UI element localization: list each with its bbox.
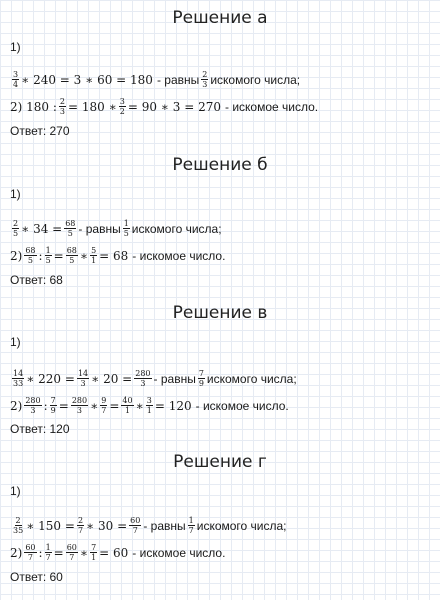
fraction: $\frac{2}{3}$	[202, 70, 208, 89]
fraction: $\frac{280}{3}$	[135, 369, 151, 388]
fraction: $\frac{5}{1}$	[91, 246, 97, 265]
section-d-step2-line: 2) $\frac{60}{7}$ : $\frac{1}{7}$ = $\frac{60}{7}$ ∗ $\frac{7}{1}$ = 60 - искомое число.	[10, 543, 226, 562]
section-a-step1-label: 1)	[10, 40, 21, 54]
fraction: $\frac{280}{3}$	[25, 396, 41, 415]
fraction: $\frac{7}{9}$	[50, 396, 56, 415]
section-d-title: Решение г	[173, 452, 267, 472]
section-a-answer: Ответ: 270	[10, 124, 70, 138]
fraction: $\frac{60}{7}$	[130, 516, 141, 535]
fraction: $\frac{280}{3}$	[71, 396, 88, 415]
section-c-title: Решение в	[172, 303, 268, 323]
fraction: $\frac{2}{7}$	[77, 516, 84, 535]
section-d-answer: Ответ: 60	[10, 570, 63, 584]
section-a-title: Решение а	[172, 8, 268, 28]
fraction: $\frac{3}{1}$	[146, 396, 152, 415]
section-b-step1-line: $\frac{2}{5}$ ∗ 34 = $\frac{68}{5}$ - равны $\frac{1}{5}$ искомого числа;	[13, 219, 222, 238]
fraction: $\frac{7}{1}$	[91, 543, 97, 562]
section-b-title: Решение б	[172, 155, 268, 175]
fraction: $\frac{68}{5}$	[25, 246, 36, 265]
fraction: $\frac{2}{35}$	[13, 516, 24, 535]
fraction: $\frac{2}{3}$	[59, 97, 65, 116]
fraction: $\frac{3}{4}$	[13, 70, 19, 89]
fraction: $\frac{68}{5}$	[66, 246, 77, 265]
section-b-step2-line: 2) $\frac{68}{5}$ : $\frac{1}{5}$ = $\frac{68}{5}$ ∗ $\frac{5}{1}$ = 68 - искомое число.	[10, 246, 226, 265]
fraction: $\frac{1}{5}$	[123, 219, 129, 238]
fraction: $\frac{1}{7}$	[188, 516, 194, 535]
fraction: $\frac{9}{7}$	[101, 396, 107, 415]
fraction: $\frac{60}{7}$	[25, 543, 36, 562]
fraction: $\frac{68}{5}$	[65, 219, 76, 238]
fraction: $\frac{7}{9}$	[198, 369, 204, 388]
fraction: $\frac{14}{3}$	[77, 369, 89, 388]
fraction: $\frac{1}{5}$	[45, 246, 51, 265]
section-c-answer: Ответ: 120	[10, 422, 70, 436]
fraction: $\frac{60}{7}$	[66, 543, 77, 562]
fraction: $\frac{1}{7}$	[45, 543, 51, 562]
fraction: $\frac{40}{1}$	[122, 396, 133, 415]
section-a-step2-line: 2) 180 : $\frac{2}{3}$ = 180 ∗ $\frac{3}{2}$ = 90 ∗ 3 = 270 - искомое число.	[10, 97, 319, 116]
fraction: $\frac{2}{5}$	[13, 219, 19, 238]
fraction: $\frac{3}{2}$	[119, 97, 125, 116]
section-b-step1-label: 1)	[10, 187, 21, 201]
section-d-step1-label: 1)	[10, 484, 21, 498]
section-b-answer: Ответ: 68	[10, 273, 63, 287]
section-a-step1-line: $\frac{3}{4}$ ∗ 240 = 3 ∗ 60 = 180 - равны $\frac{2}{3}$ искомого числа;	[13, 70, 301, 89]
section-c-step1-line: $\frac{14}{33}$ ∗ 220 = $\frac{14}{3}$ ∗ 20 = $\frac{280}{3}$ - равны $\frac{7}{9}$ искомого числа;	[13, 369, 297, 388]
section-c-step2-line: 2) $\frac{280}{3}$ : $\frac{7}{9}$ = $\frac{280}{3}$ ∗ $\frac{9}{7}$ = $\frac{40}{1}$ ∗ $\frac{3}{1}$ = 120 - искомое число.	[10, 396, 289, 415]
section-c-step1-label: 1)	[10, 335, 21, 349]
fraction: $\frac{14}{33}$	[13, 369, 24, 388]
section-d-step1-line: $\frac{2}{35}$ ∗ 150 = $\frac{2}{7}$ ∗ 30 = $\frac{60}{7}$ - равны $\frac{1}{7}$ искомого числа;	[13, 516, 287, 535]
